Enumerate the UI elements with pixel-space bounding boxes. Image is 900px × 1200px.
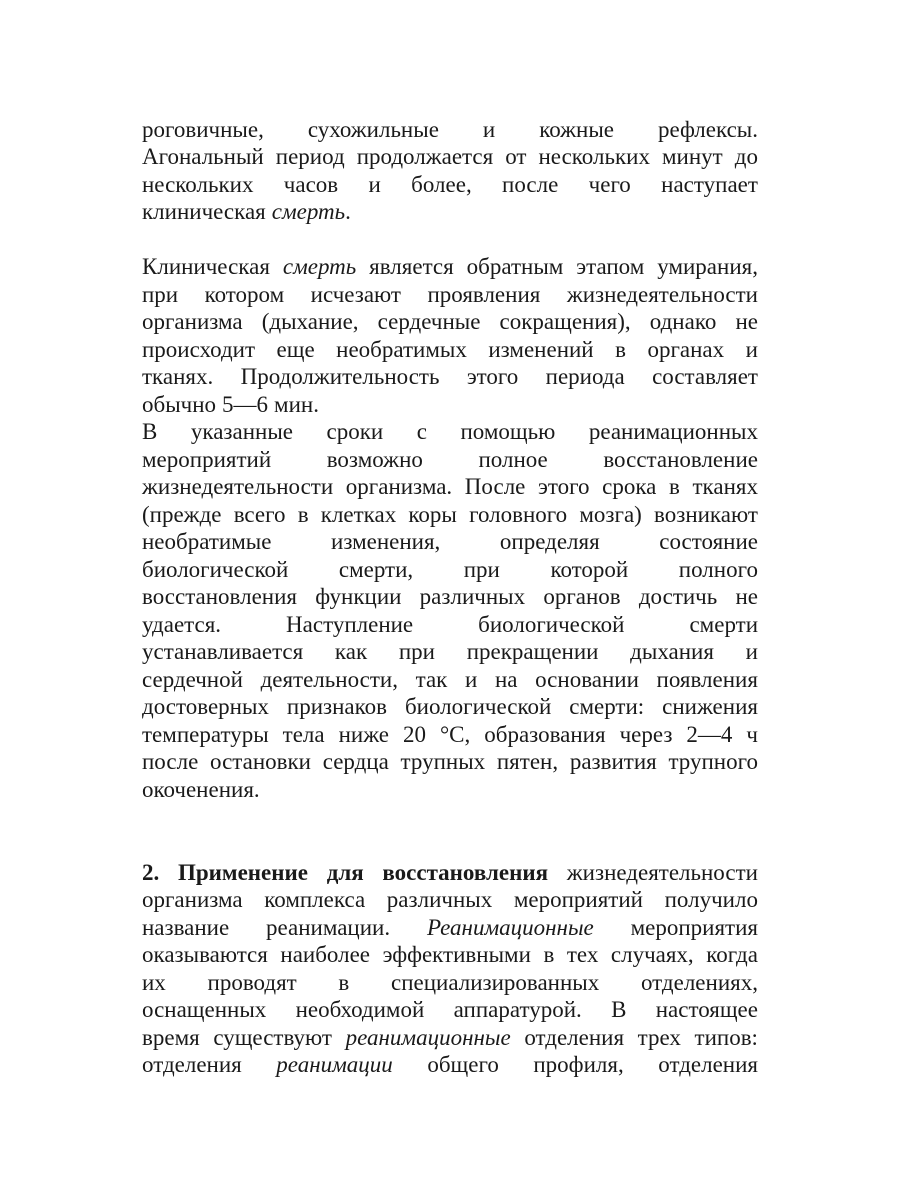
word: проявления xyxy=(427,282,541,307)
word: окоченения. xyxy=(142,777,260,802)
word: жизнедеятельности xyxy=(566,282,758,307)
text-line xyxy=(142,446,758,473)
word: смерти, xyxy=(338,557,414,582)
word: получило xyxy=(664,887,758,912)
text-line xyxy=(142,996,758,1023)
text-line xyxy=(142,143,758,170)
text-line xyxy=(142,914,758,941)
word: с xyxy=(416,419,427,444)
word: 2. xyxy=(142,860,160,885)
word: сокращения), xyxy=(499,309,631,334)
word: при xyxy=(398,639,435,664)
word: жизнедеятельности xyxy=(566,860,758,885)
word: восстановление xyxy=(603,447,758,472)
word: типов: xyxy=(694,1025,758,1050)
word: жизнедеятельности xyxy=(142,474,334,499)
word: достичь xyxy=(638,584,718,609)
text-line xyxy=(142,391,758,418)
word: как xyxy=(334,639,368,664)
text-line xyxy=(142,336,758,363)
word: случаях, xyxy=(610,942,694,967)
word: клиническая xyxy=(142,199,266,224)
word: нескольких xyxy=(142,172,254,197)
word: которой xyxy=(550,557,629,582)
word: аппаратурой. xyxy=(453,997,582,1022)
word: существуют xyxy=(213,1025,332,1050)
word: основании xyxy=(535,667,639,692)
word: полного xyxy=(678,557,758,582)
word: определяя xyxy=(499,529,600,554)
word: сердечные xyxy=(377,309,481,334)
word: трупных xyxy=(400,749,486,774)
word: реанимационные xyxy=(345,1025,511,1050)
word: и xyxy=(368,172,381,197)
word: В xyxy=(611,997,627,1022)
word: Клиническая xyxy=(142,254,270,279)
word: коры xyxy=(408,502,457,527)
text-line xyxy=(142,473,758,500)
word: °С, xyxy=(439,722,471,747)
word: тех xyxy=(566,942,599,967)
word: достоверных xyxy=(142,694,269,719)
word: трупного xyxy=(668,749,758,774)
word: появления xyxy=(656,667,758,692)
word: указанные xyxy=(190,419,293,444)
word: профиля, xyxy=(533,1052,624,1077)
text-line xyxy=(142,171,758,198)
word: необратимых xyxy=(336,337,467,362)
text-line xyxy=(142,253,758,280)
word: обратным xyxy=(466,254,564,279)
text-line xyxy=(142,501,758,528)
word: эффективными xyxy=(382,942,531,967)
word: название xyxy=(142,915,230,940)
word: признаков xyxy=(286,694,387,719)
text-line xyxy=(142,969,758,996)
word: клетках xyxy=(320,502,397,527)
word: этого xyxy=(538,474,590,499)
word: возможно xyxy=(326,447,423,472)
word: снижения xyxy=(662,694,758,719)
word: для xyxy=(326,860,364,885)
text-line xyxy=(142,281,758,308)
word: период xyxy=(275,144,345,169)
text-line xyxy=(142,116,758,143)
word: составляет xyxy=(652,364,758,389)
word: чего xyxy=(588,172,631,197)
word: биологической xyxy=(142,557,289,582)
word: функции xyxy=(315,584,402,609)
word: мероприятия xyxy=(630,915,758,940)
word: смерть xyxy=(282,254,357,279)
word: Применение xyxy=(177,860,308,885)
word: происходит xyxy=(142,337,256,362)
word: 5—6 xyxy=(222,392,269,417)
word: через xyxy=(619,722,673,747)
text-line xyxy=(142,859,758,886)
word: необратимые xyxy=(142,529,272,554)
word: органов xyxy=(543,584,621,609)
text-line xyxy=(142,363,758,390)
text-line xyxy=(142,611,758,638)
word: головного xyxy=(469,502,568,527)
word: часов xyxy=(283,172,339,197)
word: специализированных xyxy=(390,970,600,995)
word: помощью xyxy=(460,419,556,444)
text-line xyxy=(142,1024,758,1051)
text-line xyxy=(142,638,758,665)
word: состояние xyxy=(659,529,758,554)
word: температуры xyxy=(142,722,269,747)
text-line xyxy=(142,776,758,803)
word: ч xyxy=(746,722,758,747)
word: отделения xyxy=(658,1052,758,1077)
word: до xyxy=(734,144,758,169)
word: минут xyxy=(662,144,723,169)
word: этапом xyxy=(576,254,645,279)
word: при xyxy=(142,282,179,307)
word: организма. xyxy=(345,474,453,499)
word: остановки xyxy=(210,749,311,774)
word: удается. xyxy=(142,612,222,637)
word: восстановления xyxy=(142,584,297,609)
word: реанимации. xyxy=(266,915,391,940)
word: наступает xyxy=(661,172,758,197)
text-line xyxy=(142,418,758,445)
word: тканях. xyxy=(142,364,214,389)
word: их xyxy=(142,970,166,995)
word: и xyxy=(745,639,758,664)
word: более, xyxy=(411,172,472,197)
word: смерть xyxy=(271,199,346,224)
word: в xyxy=(615,337,626,362)
word: при xyxy=(463,557,500,582)
word: тканях xyxy=(692,474,758,499)
word: комплекса xyxy=(264,887,366,912)
word: оказываются xyxy=(142,942,268,967)
text-line xyxy=(142,1051,758,1078)
word: роговичные, xyxy=(142,117,264,142)
word: котором xyxy=(204,282,285,307)
word: сердечной xyxy=(142,667,243,692)
word: настоящее xyxy=(655,997,758,1022)
word: необходимой xyxy=(295,997,425,1022)
word: наиболее xyxy=(280,942,371,967)
word: трех xyxy=(637,1025,681,1050)
word: устанавливается xyxy=(142,639,304,664)
word: полное xyxy=(478,447,548,472)
word: различных xyxy=(419,584,526,609)
word: отделения xyxy=(524,1025,625,1050)
text-line xyxy=(142,666,758,693)
word: проводят xyxy=(207,970,297,995)
word: нескольких xyxy=(538,144,650,169)
word: однако xyxy=(649,309,717,334)
word: в xyxy=(543,942,555,967)
word: изменений xyxy=(488,337,594,362)
word: образования xyxy=(484,722,606,747)
word: прекращении xyxy=(466,639,599,664)
word: и xyxy=(745,337,758,362)
word: от xyxy=(505,144,527,169)
word: рефлексы. xyxy=(657,117,758,142)
word: . xyxy=(345,199,351,224)
word: восстановления xyxy=(382,860,549,885)
word: продолжается xyxy=(356,144,494,169)
word: Реанимационные xyxy=(426,915,594,940)
word: на xyxy=(494,667,518,692)
word: срока xyxy=(602,474,657,499)
word: Агональный xyxy=(142,144,264,169)
text-line xyxy=(142,886,758,913)
text-line xyxy=(142,583,758,610)
word: сердца xyxy=(322,749,389,774)
word: в xyxy=(297,502,309,527)
word: время xyxy=(142,1025,200,1050)
text-line xyxy=(142,308,758,335)
word: мин. xyxy=(274,392,319,417)
word: является xyxy=(369,254,454,279)
text-line xyxy=(142,748,758,775)
word: реанимации xyxy=(276,1052,393,1077)
word: в xyxy=(338,970,350,995)
word: После xyxy=(464,474,526,499)
text-line xyxy=(142,198,758,225)
word: обычно xyxy=(142,392,217,417)
word: возникают xyxy=(654,502,758,527)
word: когда xyxy=(706,942,758,967)
word: пятен, xyxy=(496,749,559,774)
word: не xyxy=(735,309,758,334)
word: сухожильные xyxy=(307,117,439,142)
text-line xyxy=(142,721,758,748)
word: ниже xyxy=(338,722,389,747)
word: различных xyxy=(386,887,493,912)
word: в xyxy=(668,474,680,499)
word: смерти xyxy=(689,612,758,637)
word: мероприятий xyxy=(142,447,272,472)
word: биологической xyxy=(404,694,552,719)
word: не xyxy=(735,584,758,609)
word: умирания, xyxy=(657,254,758,279)
word: после xyxy=(502,172,559,197)
word: деятельности, xyxy=(260,667,398,692)
word: отделениях, xyxy=(640,970,758,995)
text-line xyxy=(142,941,758,968)
word: тела xyxy=(282,722,325,747)
word: (прежде xyxy=(142,502,222,527)
word: так xyxy=(415,667,448,692)
word: биологической xyxy=(478,612,625,637)
word: этого xyxy=(466,364,519,389)
word: и xyxy=(482,117,496,142)
word: мозга) xyxy=(579,502,642,527)
word: смерти: xyxy=(569,694,645,719)
text-line xyxy=(142,528,758,555)
word: В xyxy=(142,419,158,444)
word: организма xyxy=(142,309,243,334)
word: еще xyxy=(276,337,315,362)
word: периода xyxy=(545,364,625,389)
text-line xyxy=(142,693,758,720)
word: всего xyxy=(233,502,286,527)
word: отделения xyxy=(142,1052,242,1077)
word: и xyxy=(464,667,478,692)
word: дыхания xyxy=(630,639,714,664)
word: организма xyxy=(142,887,243,912)
word: мероприятий xyxy=(513,887,643,912)
word: Наступление xyxy=(286,612,414,637)
word: кожные xyxy=(539,117,614,142)
word: 2—4 xyxy=(686,722,733,747)
word: органах xyxy=(647,337,725,362)
word: общего xyxy=(427,1052,499,1077)
word: после xyxy=(142,749,199,774)
word: исчезают xyxy=(310,282,401,307)
word: изменения, xyxy=(331,529,441,554)
word: 20 xyxy=(402,722,426,747)
word: развития xyxy=(569,749,657,774)
word: оснащенных xyxy=(142,997,267,1022)
word: (дыхание, xyxy=(261,309,359,334)
word: Продолжительность xyxy=(240,364,440,389)
word: сроки xyxy=(326,419,384,444)
text-line xyxy=(142,556,758,583)
word: реанимационных xyxy=(588,419,758,444)
